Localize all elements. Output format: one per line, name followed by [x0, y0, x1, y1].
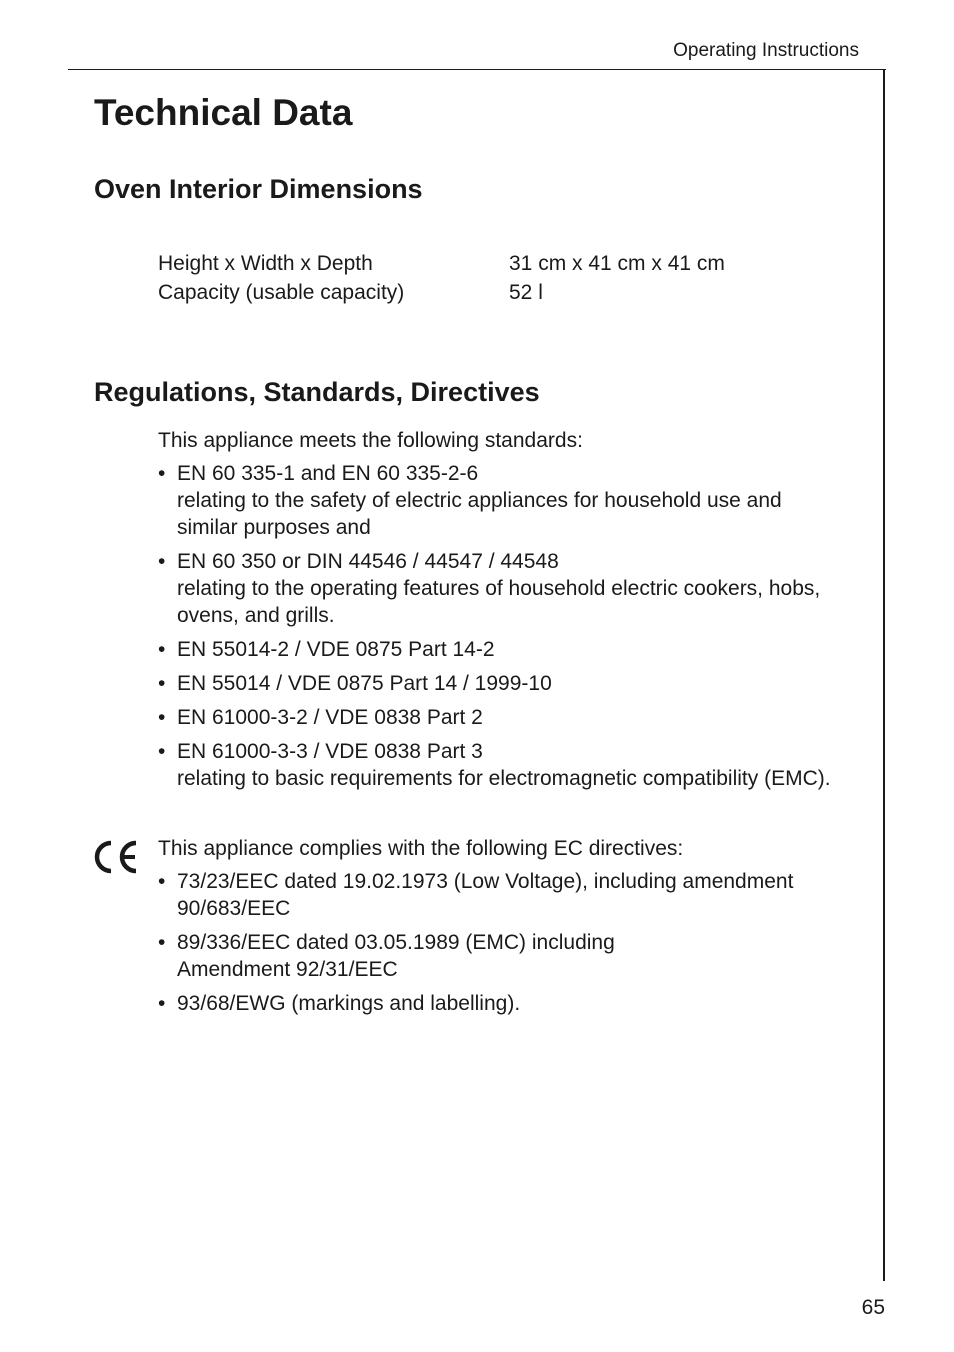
list-item	[158, 704, 838, 731]
directives-block	[158, 835, 838, 1024]
list-item-title: • EN 60 335-1 and EN 60 335-2-6	[177, 462, 479, 485]
section-heading-regulations: Regulations, Standards, Directives	[94, 377, 540, 407]
list-item	[158, 929, 838, 983]
list-item-title: • 93/68/EWG (markings and labelling).	[177, 992, 521, 1015]
standards-list	[158, 460, 838, 792]
side-divider	[883, 69, 885, 1281]
dimensions-table	[158, 249, 725, 307]
list-item-title: • EN 55014 / VDE 0875 Part 14 / 1999-10	[177, 672, 552, 695]
list-item-title: • EN 60 350 or DIN 44546 / 44547 / 44548	[177, 550, 559, 573]
list-item	[158, 670, 838, 697]
list-item	[158, 548, 838, 629]
list-item-title: • EN 55014-2 / VDE 0875 Part 14-2	[177, 638, 495, 661]
standards-block	[158, 427, 838, 799]
list-item-title: • EN 61000-3-3 / VDE 0838 Part 3	[177, 740, 483, 763]
list-item	[158, 460, 838, 541]
list-item	[158, 868, 838, 922]
list-item	[158, 636, 838, 663]
list-item-detail: relating to the safety of electric appliances for household use and similar purposes and	[177, 489, 782, 539]
dimensions-row	[158, 249, 725, 278]
page-title: Technical Data	[94, 92, 353, 133]
list-item-detail: Amendment 92/31/EEC	[177, 958, 398, 981]
list-item-title: • EN 61000-3-2 / VDE 0838 Part 2	[177, 706, 483, 729]
list-item	[158, 738, 838, 792]
standards-intro: This appliance meets the following standards:	[158, 429, 583, 452]
dimensions-value: 31 cm x 41 cm x 41 cm	[509, 252, 725, 275]
section-heading-oven-dimensions: Oven Interior Dimensions	[94, 174, 423, 204]
dimensions-value: 52 l	[509, 281, 543, 304]
header-label: Operating Instructions	[673, 40, 859, 61]
dimensions-label: Height x Width x Depth	[158, 252, 373, 275]
header-divider	[68, 69, 886, 70]
dimensions-label: Capacity (usable capacity)	[158, 281, 405, 304]
list-item-detail: relating to basic requirements for electromagnetic compatibility (EMC).	[177, 767, 831, 790]
ce-mark-icon	[92, 838, 140, 881]
list-item	[158, 990, 838, 1017]
dimensions-row	[158, 278, 725, 307]
directives-intro: This appliance complies with the following EC directives:	[158, 837, 684, 860]
list-item-title: • 73/23/EEC dated 19.02.1973 (Low Voltage), including amendment 90/683/EEC	[177, 870, 794, 920]
page-number: 65	[861, 1296, 885, 1319]
list-item-detail: relating to the operating features of household electric cookers, hobs, ovens, and grills.	[177, 577, 821, 627]
directives-list	[158, 868, 838, 1017]
list-item-title: • 89/336/EEC dated 03.05.1989 (EMC) including	[177, 931, 615, 954]
